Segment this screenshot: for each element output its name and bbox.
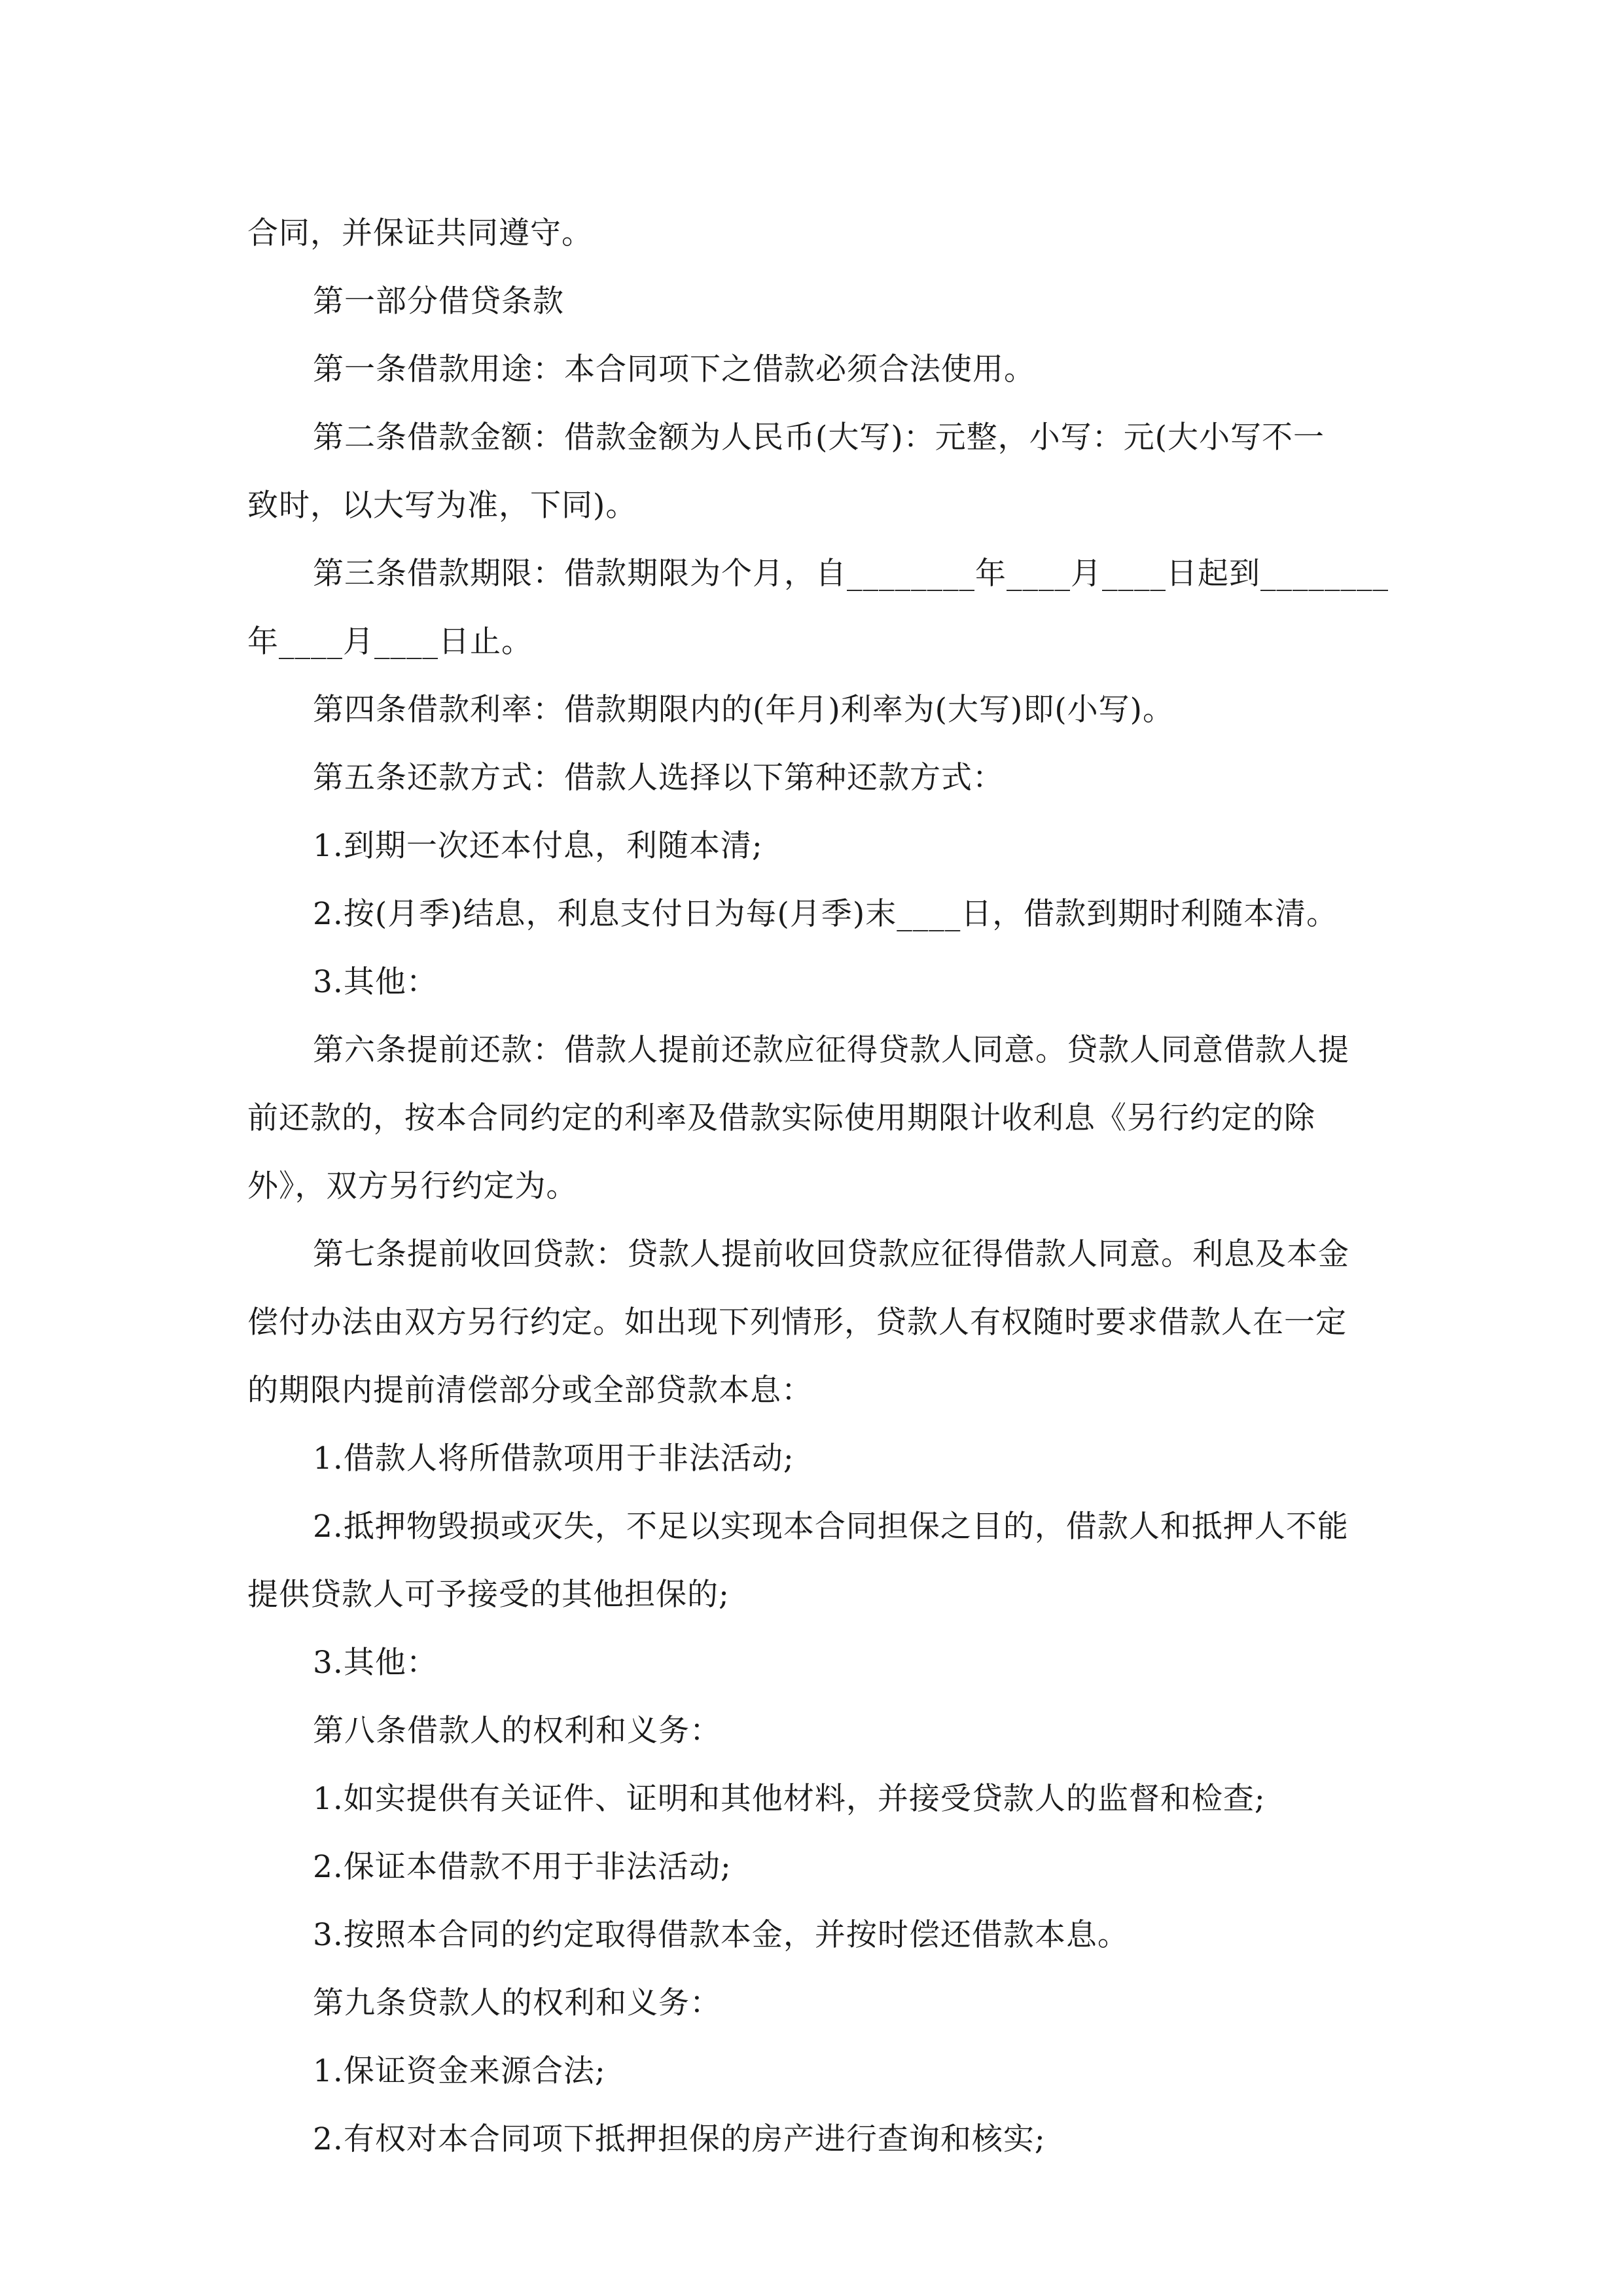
text-line: 第一条借款用途：本合同项下之借款必须合法使用。 [313,351,1035,387]
text-line: 外》，双方另行约定为。 [247,1168,578,1204]
text-line: 第五条还款方式：借款人选择以下第种还款方式： [313,760,1004,796]
document-body [247,200,1389,2174]
text-line: 第三条借款期限：借款期限为个月，自________年____月____日起到________ [313,556,1389,592]
paragraph [247,268,1373,336]
paragraph [247,1765,1373,1833]
paragraph [247,1221,1373,1425]
paragraph [247,1629,1373,1697]
paragraph [247,1969,1373,2037]
text-line: 致时，以大写为准，下同)。 [247,488,637,524]
paragraph [247,2037,1373,2106]
text-line: 的期限内提前清偿部分或全部贷款本息： [247,1372,813,1408]
text-line: 1.借款人将所借款项用于非法活动; [313,1441,794,1477]
text-line: 第七条提前收回贷款：贷款人提前收回贷款应征得借款人同意。利息及本金 [313,1236,1349,1272]
paragraph [247,948,1373,1016]
paragraph [247,1697,1373,1765]
text-line: 3.其他： [313,964,438,1000]
text-line: 第一部分借贷条款 [313,283,564,319]
text-line: 1.如实提供有关证件、证明和其他材料，并接受贷款人的监督和检查; [313,1781,1266,1817]
text-line: 3.其他： [313,1645,438,1681]
paragraph [247,1901,1373,1969]
paragraph [247,1833,1373,1901]
text-line: 1.到期一次还本付息，利随本清; [313,828,763,864]
text-line: 前还款的，按本合同约定的利率及借款实际使用期限计收利息《另行约定的除 [247,1100,1315,1136]
text-line: 第四条借款利率：借款期限内的(年月)利率为(大写)即(小写)。 [313,692,1175,728]
paragraph [247,812,1373,880]
text-line: 3.按照本合同的约定取得借款本金，并按时偿还借款本息。 [313,1917,1129,1953]
text-line: 年____月____日止。 [247,624,533,660]
text-line: 第六条提前还款：借款人提前还款应征得贷款人同意。贷款人同意借款人提 [313,1032,1349,1068]
paragraph [247,540,1389,676]
text-line: 提供贷款人可予接受的其他担保的; [247,1577,730,1613]
paragraph [247,744,1373,812]
text-line: 合同，并保证共同遵守。 [247,215,593,251]
paragraph [247,2106,1373,2174]
paragraph [247,676,1373,744]
text-line: 第九条贷款人的权利和义务： [313,1985,721,2021]
paragraph [247,336,1373,404]
paragraph [247,404,1373,540]
paragraph [247,1493,1373,1629]
text-line: 1.保证资金来源合法; [313,2053,606,2089]
paragraph [247,880,1373,948]
text-line: 第二条借款金额：借款金额为人民币(大写)：元整，小写：元(大小写不一 [313,420,1325,456]
text-line: 2.抵押物毁损或灭失，不足以实现本合同担保之目的，借款人和抵押人不能 [313,1509,1349,1545]
paragraph [247,1425,1373,1493]
text-line: 2.保证本借款不用于非法活动; [313,1849,732,1885]
text-line: 2.有权对本合同项下抵押担保的房产进行查询和核实; [313,2121,1046,2157]
text-line: 第八条借款人的权利和义务： [313,1713,721,1749]
text-line: 2.按(月季)结息，利息支付日为每(月季)末____日，借款到期时利随本清。 [313,896,1338,932]
paragraph [247,1016,1373,1221]
text-line: 偿付办法由双方另行约定。如出现下列情形，贷款人有权随时要求借款人在一定 [247,1304,1347,1340]
paragraph [247,200,1373,268]
